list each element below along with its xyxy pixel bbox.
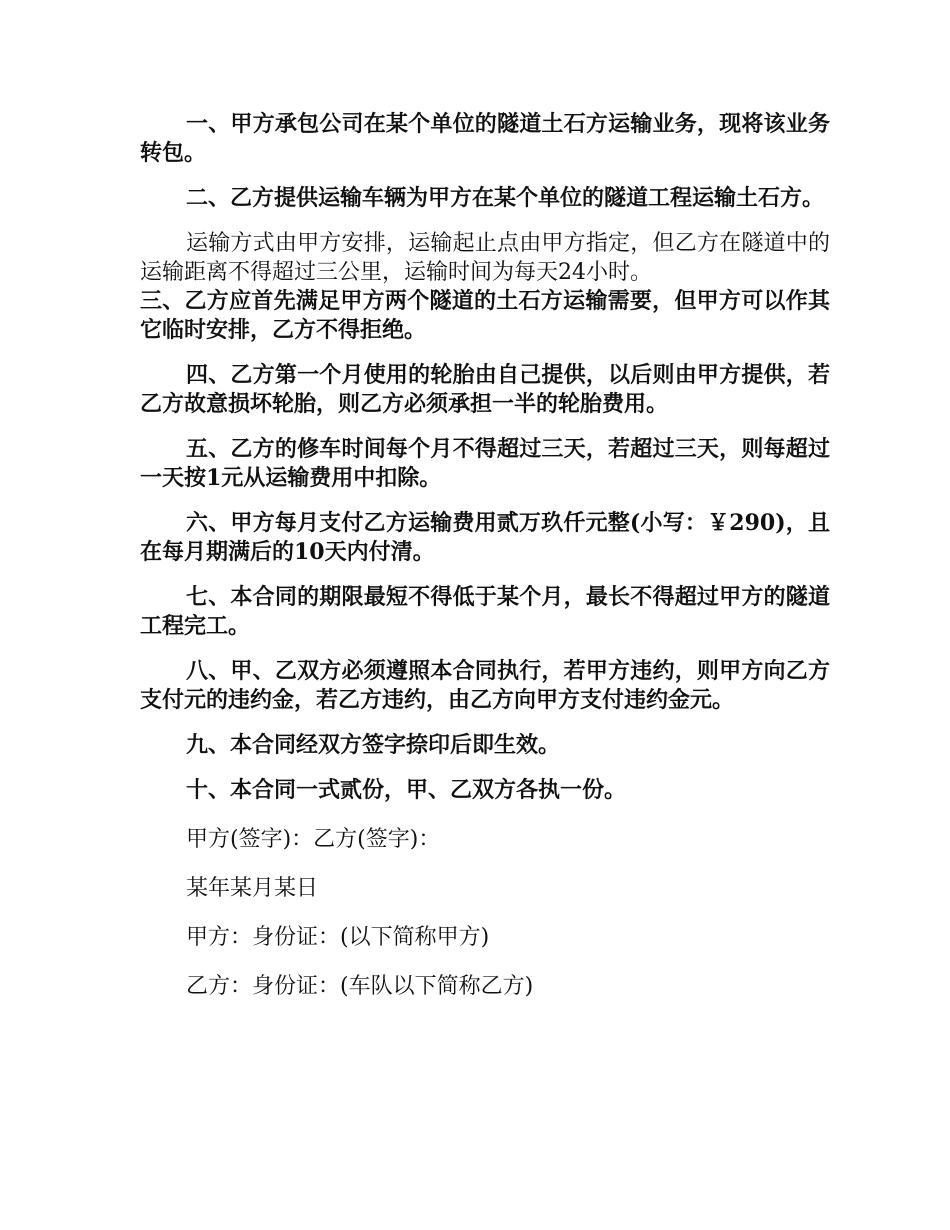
clause-10: 十、本合同一式贰份，甲、乙双方各执一份。 [186, 777, 627, 803]
clause-5: 五、乙方的修车时间每个月不得超过三天，若超过三天，则每超过一天按1元从运输费用中扣除。 [140, 436, 830, 491]
clause-9: 九、本合同经双方签字捺印后即生效。 [186, 732, 561, 758]
clause-3: 三、乙方应首先满足甲方两个隧道的土石方运输需要，但甲方可以作其它临时安排，乙方不得拒绝。 [140, 288, 830, 343]
clause-8: 八、甲、乙双方必须遵照本合同执行，若甲方违约，则甲方向乙方支付元的违约金，若乙方违约，由乙方向甲方支付违约金元。 [140, 658, 830, 713]
clause-6: 六、甲方每月支付乙方运输费用贰万玖仟元整(小写：￥290)，且在每月期满后的10天内付清。 [140, 510, 830, 565]
party-a-id-line: 甲方：身份证：(以下简称甲方) [186, 925, 490, 950]
clause-4: 四、乙方第一个月使用的轮胎由自己提供，以后则由甲方提供，若乙方故意损坏轮胎，则乙方必须承担一半的轮胎费用。 [140, 362, 830, 417]
date-line: 某年某月某日 [186, 876, 319, 901]
clause-7: 七、本合同的期限最短不得低于某个月，最长不得超过甲方的隧道工程完工。 [140, 584, 830, 639]
party-b-id-line: 乙方：身份证：(车队以下简称乙方) [186, 974, 534, 999]
clause-2: 二、乙方提供运输车辆为甲方在某个单位的隧道工程运输土石方。 [186, 185, 825, 211]
signature-line: 甲方(签字)：乙方(签字)： [186, 827, 441, 852]
contract-page [140, 110, 830, 1021]
clause-1: 一、甲方承包公司在某个单位的隧道土石方运输业务，现将该业务转包。 [140, 111, 830, 166]
transport-terms: 运输方式由甲方安排，运输起止点由甲方指定，但乙方在隧道中的运输距离不得超过三公里，运输时间为每天24小时。 [140, 231, 830, 285]
